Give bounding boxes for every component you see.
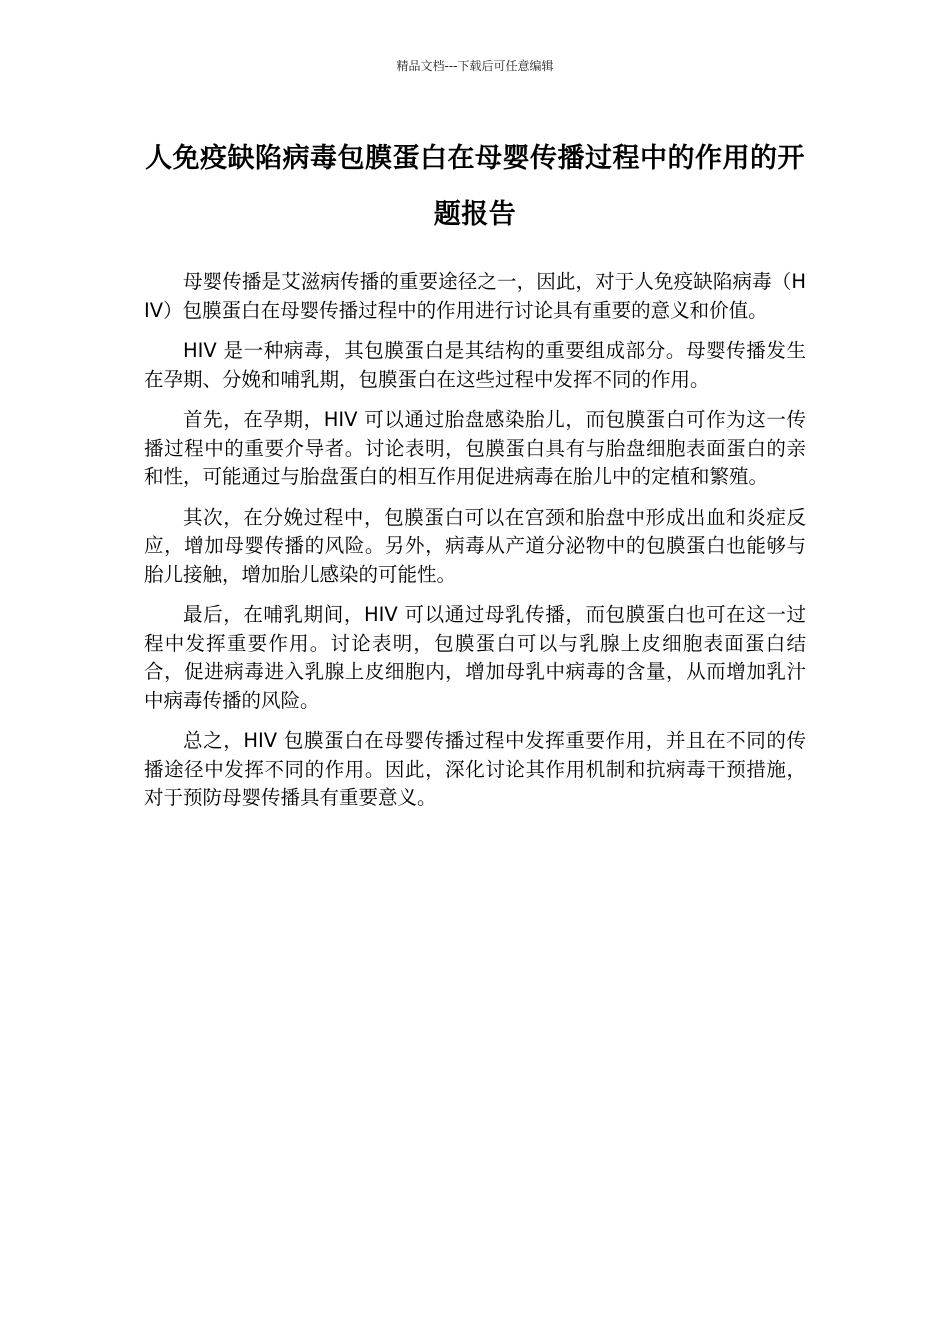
paragraph-3: 首先，在孕期，HIV 可以通过胎盘感染胎儿，而包膜蛋白可作为这一传播过程中的重要介导者。讨论表明，包膜蛋白具有与胎盘细胞表面蛋白的亲和性，可能通过与胎盘蛋白的相互作用促进病毒在胎儿中的定植和繁殖。 bbox=[144, 408, 806, 488]
document-title: 人免疫缺陷病毒包膜蛋白在母婴传播过程中的作用的开题报告 bbox=[145, 143, 805, 230]
paragraph-5: 最后，在哺乳期间，HIV 可以通过母乳传播，而包膜蛋白也可在这一过程中发挥重要作用。讨论表明，包膜蛋白可以与乳腺上皮细胞表面蛋白结合，促进病毒进入乳腺上皮细胞内，增加母乳中病毒的含量，从而增加乳汁中病毒传播的风险。 bbox=[144, 603, 806, 712]
paragraph-1: 母婴传播是艾滋病传播的重要途径之一，因此，对于人免疫缺陷病毒（HIV）包膜蛋白在母婴传播过程中的作用进行讨论具有重要的意义和价值。 bbox=[144, 270, 806, 322]
paragraph-4: 其次，在分娩过程中，包膜蛋白可以在宫颈和胎盘中形成出血和炎症反应，增加母婴传播的风险。另外，病毒从产道分泌物中的包膜蛋白也能够与胎儿接触，增加胎儿感染的可能性。 bbox=[144, 505, 806, 586]
header-note: 精品文档---下载后可任意编辑 bbox=[396, 59, 554, 73]
paragraph-6: 总之，HIV 包膜蛋白在母婴传播过程中发挥重要作用，并且在不同的传播途径中发挥不同的作用。因此，深化讨论其作用机制和抗病毒干预措施，对于预防母婴传播具有重要意义。 bbox=[144, 729, 806, 809]
paragraph-2: HIV 是一种病毒，其包膜蛋白是其结构的重要组成部分。母婴传播发生在孕期、分娩和哺乳期，包膜蛋白在这些过程中发挥不同的作用。 bbox=[144, 339, 806, 391]
document-body bbox=[144, 268, 806, 825]
